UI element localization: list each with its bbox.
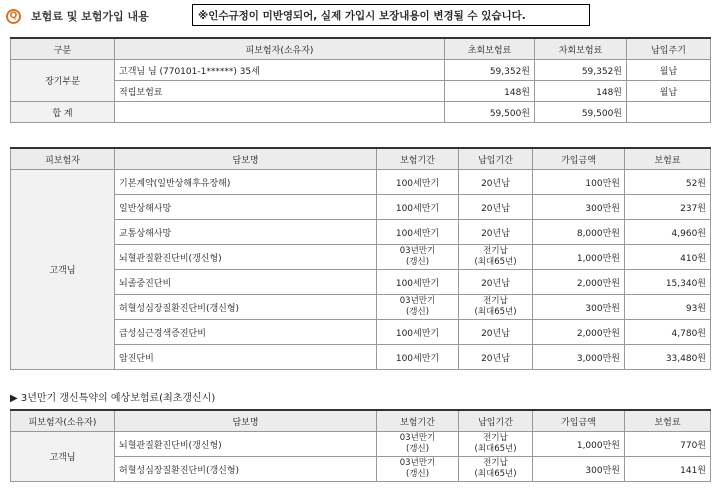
total-cycle-cell — [627, 102, 711, 123]
table-header-row — [11, 38, 711, 60]
total-label: 합 계 — [11, 102, 115, 123]
coverage-name: 뇌혈관질환진단비(갱신형) — [115, 245, 377, 270]
header-cell: 피보험자(소유자) — [115, 38, 445, 60]
premium-cell: 770원 — [625, 432, 711, 457]
pay-cell: 20년납 — [459, 195, 533, 220]
period-line: 03년만기 — [399, 246, 436, 256]
total-insured-cell — [115, 102, 445, 123]
period-cell: 100세만기 — [377, 220, 459, 245]
pay-cell — [459, 295, 533, 320]
amount-cell: 300만원 — [533, 295, 625, 320]
period-cell — [377, 432, 459, 457]
header-cell: 담보명 — [115, 148, 377, 170]
period-cell: 100세만기 — [377, 320, 459, 345]
table-row — [11, 320, 711, 345]
header-cell: 납입주기 — [627, 38, 711, 60]
amount-cell: 8,000만원 — [533, 220, 625, 245]
notice-box: ※인수규정이 미반영되어, 실제 가입시 보장내용이 변경될 수 있습니다. — [192, 4, 590, 26]
pay-cell — [459, 457, 533, 482]
table-row — [11, 295, 711, 320]
table-row — [11, 345, 711, 370]
table-row — [11, 170, 711, 195]
insured-name: 고객님 — [11, 432, 115, 482]
header-cell: 초회보험료 — [445, 38, 535, 60]
next-premium-cell: 59,352원 — [535, 60, 627, 81]
premium-summary-table — [10, 37, 711, 123]
header-cell: 피보험자(소유자) — [11, 410, 115, 432]
cycle-cell: 월납 — [627, 60, 711, 81]
table-row — [11, 60, 711, 81]
premium-cell: 93원 — [625, 295, 711, 320]
first-premium-cell: 59,352원 — [445, 60, 535, 81]
coverage-name: 교통상해사망 — [115, 220, 377, 245]
amount-cell: 300만원 — [533, 457, 625, 482]
cycle-cell: 월납 — [627, 81, 711, 102]
amount-cell: 2,000만원 — [533, 270, 625, 295]
pay-cell: 20년납 — [459, 345, 533, 370]
table-header-row — [11, 148, 711, 170]
pay-cell: 20년납 — [459, 270, 533, 295]
premium-cell: 52원 — [625, 170, 711, 195]
table-row — [11, 245, 711, 270]
pay-line: (최대65년) — [474, 257, 517, 267]
amount-cell: 1,000만원 — [533, 245, 625, 270]
pay-line: (최대65년) — [474, 469, 517, 479]
header-cell: 보험기간 — [377, 148, 459, 170]
coverage-name: 뇌혈관질환진단비(갱신형) — [115, 432, 377, 457]
premium-cell: 4,960원 — [625, 220, 711, 245]
header-cell: 구분 — [11, 38, 115, 60]
table-row — [11, 81, 711, 102]
renewal-table — [10, 409, 711, 482]
group-label: 장기부분 — [11, 60, 115, 102]
period-line: 03년만기 — [399, 433, 436, 443]
pay-line: 전기납 — [483, 296, 508, 306]
period-line: (갱신) — [405, 444, 430, 454]
total-row — [11, 102, 711, 123]
premium-cell: 237원 — [625, 195, 711, 220]
period-cell — [377, 245, 459, 270]
premium-cell: 33,480원 — [625, 345, 711, 370]
pay-line: (최대65년) — [474, 444, 517, 454]
table-row — [11, 195, 711, 220]
first-premium-cell: 148원 — [445, 81, 535, 102]
coverage-name: 기본계약(일반상해후유장해) — [115, 170, 377, 195]
period-cell — [377, 295, 459, 320]
coverage-name: 뇌졸중진단비 — [115, 270, 377, 295]
header-cell: 납입기간 — [459, 410, 533, 432]
period-cell: 100세만기 — [377, 170, 459, 195]
period-line: 03년만기 — [399, 296, 436, 306]
pay-line: (최대65년) — [474, 307, 517, 317]
section-header — [6, 4, 149, 28]
table-row — [11, 457, 711, 482]
pay-line: 전기납 — [483, 246, 508, 256]
q-circle-icon: Q — [6, 9, 21, 24]
period-cell: 100세만기 — [377, 195, 459, 220]
premium-cell: 4,780원 — [625, 320, 711, 345]
amount-cell: 300만원 — [533, 195, 625, 220]
total-first-cell: 59,500원 — [445, 102, 535, 123]
header-cell: 가입금액 — [533, 410, 625, 432]
period-line: 03년만기 — [399, 458, 436, 468]
coverage-name: 급성심근경색증진단비 — [115, 320, 377, 345]
coverage-name: 일반상해사망 — [115, 195, 377, 220]
premium-cell: 141원 — [625, 457, 711, 482]
next-premium-cell: 148원 — [535, 81, 627, 102]
header-cell: 피보험자 — [11, 148, 115, 170]
pay-line: 전기납 — [483, 458, 508, 468]
total-next-cell: 59,500원 — [535, 102, 627, 123]
header-cell: 보험기간 — [377, 410, 459, 432]
premium-cell: 15,340원 — [625, 270, 711, 295]
table-row — [11, 270, 711, 295]
insured-name: 고객님 — [11, 170, 115, 370]
header-cell: 차회보험료 — [535, 38, 627, 60]
coverage-name: 허혈성심장질환진단비(갱신형) — [115, 295, 377, 320]
renewal-section-title: ▶ 3년만기 갱신특약의 예상보험료(최초갱신시) — [10, 393, 216, 404]
section-title: 보험료 및 보험가입 내용 — [31, 10, 149, 23]
pay-cell — [459, 245, 533, 270]
pay-cell: 20년납 — [459, 220, 533, 245]
header-cell: 가입금액 — [533, 148, 625, 170]
pay-cell: 20년납 — [459, 320, 533, 345]
header-cell: 납입기간 — [459, 148, 533, 170]
period-cell — [377, 457, 459, 482]
pay-cell: 20년납 — [459, 170, 533, 195]
insured-cell: 고객님 님 (770101-1******) 35세 — [115, 60, 445, 81]
insured-cell: 적립보험료 — [115, 81, 445, 102]
coverage-name: 암진단비 — [115, 345, 377, 370]
coverage-table — [10, 147, 711, 370]
amount-cell: 3,000만원 — [533, 345, 625, 370]
header-cell: 보험료 — [625, 148, 711, 170]
amount-cell: 2,000만원 — [533, 320, 625, 345]
pay-line: 전기납 — [483, 433, 508, 443]
table-row — [11, 220, 711, 245]
period-line: (갱신) — [405, 307, 430, 317]
period-line: (갱신) — [405, 257, 430, 267]
table-row — [11, 432, 711, 457]
period-cell: 100세만기 — [377, 345, 459, 370]
coverage-name: 허혈성심장질환진단비(갱신형) — [115, 457, 377, 482]
header-cell: 담보명 — [115, 410, 377, 432]
amount-cell: 100만원 — [533, 170, 625, 195]
premium-cell: 410원 — [625, 245, 711, 270]
header-cell: 보험료 — [625, 410, 711, 432]
amount-cell: 1,000만원 — [533, 432, 625, 457]
period-line: (갱신) — [405, 469, 430, 479]
table-header-row — [11, 410, 711, 432]
pay-cell — [459, 432, 533, 457]
period-cell: 100세만기 — [377, 270, 459, 295]
